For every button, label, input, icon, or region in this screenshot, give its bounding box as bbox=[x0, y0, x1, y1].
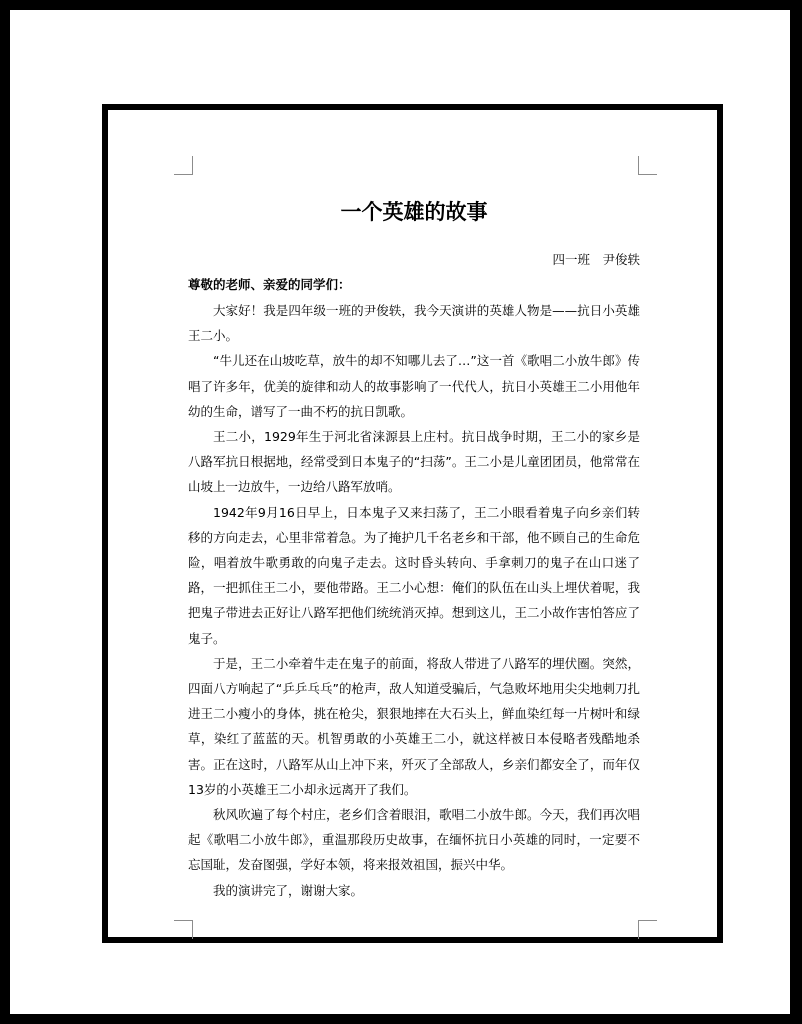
paragraph-7: 我的演讲完了，谢谢大家。 bbox=[213, 882, 364, 898]
paragraph-4: 1942年9月16日早上，日本鬼子又来扫荡了，王二小眼看着鬼子向乡亲们转移的方向走去，心里非常着急。为了掩护几千名老乡和干部，他不顾自己的生命危险，唱着放牛歌勇敢的向鬼子走去。这时昏头转向、手拿刺刀的鬼子在山口迷了路，一把抓住王二小，要他带路。王二小心想：俺们的队伍在山头上埋伏着呢，我把鬼子带进去正好让八路军把他们统统消灭掉。想到这儿，王二小故作害怕答应了鬼子。 bbox=[188, 504, 640, 646]
paragraph-5: 于是，王二小牵着牛走在鬼子的前面，将敌人带进了八路军的埋伏圈。突然，四面八方响起了“乒乒乓乓”的枪声，敌人知道受骗后，气急败坏地用尖尖地刺刀扎进王二小瘦小的身体，挑在枪尖，狠狠地摔在大石头上，鲜血染红每一片树叶和绿草，染红了蓝蓝的天。机智勇敢的小英雄王二小，就这样被日本侵略者残酷地杀害。正在这时，八路军从山上冲下来，歼灭了全部敌人，乡亲们都安全了，而年仅13岁的小英雄王二小却永远离开了我们。 bbox=[188, 655, 640, 797]
paragraph-2: “牛儿还在山坡吃草，放牛的却不知哪儿去了…”这一首《歌唱二小放牛郎》传唱了许多年，优美的旋律和动人的故事影响了一代代人，抗日小英雄王二小用他年幼的生命，谱写了一曲不朽的抗日凯歌。 bbox=[188, 353, 640, 419]
margin-corner-mark-top-left bbox=[174, 156, 193, 175]
margin-corner-mark-bottom-right bbox=[638, 920, 657, 939]
salutation: 尊敬的老师、亲爱的同学们： bbox=[188, 277, 351, 292]
document-title: 一个英雄的故事 bbox=[340, 199, 488, 224]
paragraph-3: 王二小，1929年生于河北省涞源县上庄村。抗日战争时期，王二小的家乡是八路军抗日根据地，经常受到日本鬼子的“扫荡”。王二小是儿童团团员，他常常在山坡上一边放牛，一边给八路军放哨。 bbox=[188, 429, 640, 495]
margin-corner-mark-top-right bbox=[638, 156, 657, 175]
author-line: 四一班 尹俊轶 bbox=[552, 252, 640, 267]
margin-corner-mark-bottom-left bbox=[174, 920, 193, 939]
document-page bbox=[102, 104, 723, 943]
paragraph-1: 大家好！我是四年级一班的尹俊轶，我今天演讲的英雄人物是——抗日小英雄王二小。 bbox=[188, 303, 640, 344]
document-canvas bbox=[10, 10, 790, 1014]
document-body bbox=[188, 194, 640, 903]
paragraph-6: 秋风吹遍了每个村庄，老乡们含着眼泪，歌唱二小放牛郎。今天，我们再次唱起《歌唱二小放牛郎》，重温那段历史故事，在缅怀抗日小英雄的同时，一定要不忘国耻，发奋图强，学好本领，将来报效祖国，振兴中华。 bbox=[188, 807, 640, 873]
